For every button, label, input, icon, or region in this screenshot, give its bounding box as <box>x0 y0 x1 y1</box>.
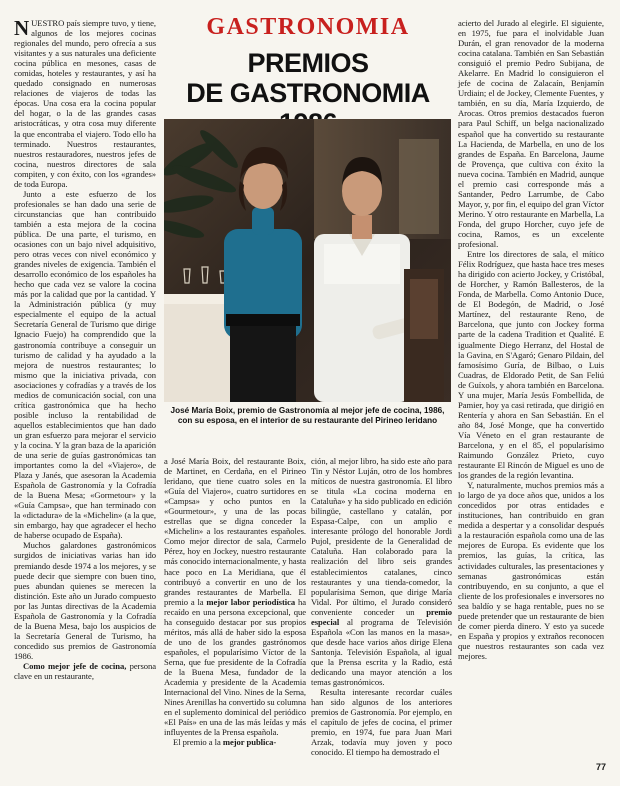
article-column-4 <box>458 18 604 661</box>
page-number: 77 <box>595 762 606 772</box>
paragraph <box>14 18 156 189</box>
paragraph <box>14 661 156 681</box>
paragraph-text: ción, al mejor libro, ha sido este año para Tin y Néstor Luján, otro de los hombres míticos de nuestra gastronomía. El libro se titula «La cocina moderna en Cataluña» y ha sido publicado en edición bilingüe, castellano y catalán, por Espasa-Calpe, con un amplio e interesante prólogo del honorable Jordi Pujol, presidente de la Generalidad de Cataluña. Han colaborado para la realización del libro seis grandes establecimientos catalanes, cinco restaurantes y una tienda-comedor, la popularísima Semon, que dirige María Vidal. Por último, el Jurado consideró conveniente conceder un <box>311 456 452 617</box>
article-column-2 <box>164 456 306 747</box>
paragraph-text: al programa de Televisión Española «Con las manos en la masa», que desde hace varios años dirige Elena Santonja. Televisión Española, al igual que la Prensa escrita y la Radio, está dedicando una mayor atención a los temas gastronómicos. <box>311 616 452 688</box>
bold-lead: mejor publica- <box>222 737 277 748</box>
article-column-1 <box>14 18 156 681</box>
headline-line-1: PREMIOS <box>247 48 369 78</box>
paragraph-text: UESTRO país siempre tuvo, y tiene, algunos de los mejores cocinas regionales del mundo, pero ofrecía a sus visitantes y a sus naturales una deficiente cocina pública en mesones, casas de comidas, hoteles y restaurantes, y así ha quedado consignado en numerosas relaciones de viajeros de todas las épocas. Una cosa era la cocina popular del hogar, o la de las grandes casas aristocráticas, y otra cosa muy diferente la que encontraba el viajero. Todo ello ha terminado. Nuestros restaurantes, nuestros restauradores, nuestros jefes de cocina, nuestros directores de sala compiten, y con éxito, con los «grandes» de toda Europa. <box>14 18 156 189</box>
paragraph: Resulta interesante recordar cuáles han sido algunos de los anteriores premios de Gastronomía. Por ejemplo, en el capítulo de jefes de cocina, el primer premio, en 1974, fue para Juan Mari Arzak, todavía muy joven y poco conocido. El tiempo ha demostrado el <box>311 687 453 758</box>
article-column-3 <box>311 456 452 757</box>
headline-line-2: DE GASTRONOMIA <box>186 78 430 108</box>
paragraph-text: El premio a la <box>173 737 223 748</box>
paragraph: acierto del Jurado al elegirle. El siguiente, en 1975, fue para el inolvidable Juan Durán, el gran renovador de la moderna cocina catalana. También en San Sebastián consiguió el premio Pedro Subijana, de Akelarre. En Madrid lo consiguieron el jefe de cocina de Zalacaín, Benjamín Urdiain; el de Jockey, Clemente Fuentes, y también, en su día, María Izquierdo, de Arocas. Otros premios destacados fueron para Paul Schiff, un belga nacionalizado español que ha convertido su restaurante La Hacienda, de Marbella, en uno de los grandes de España. En Barcelona, Jaume de Provença, que cultiva con éxito la nueva cocina. También en Madrid, aunque el premio casi corresponde más a Santander, Pedro Larrumbe, de Cabo Mayor, y, por fin, el equipo del gran Víctor Merino. Y otro restaurante en Marbella, La Fonda, del grupo Horcher, cuyo jefe de cocina, Ramos, es un excelente profesional. <box>458 18 604 250</box>
paragraph <box>164 737 306 747</box>
bold-lead: mejor labor periodística <box>206 596 296 607</box>
photo-caption: José María Boix, premio de Gastronomía al mejor jefe de cocina, 1986, con su esposa, en el interior de su restaurante del Pirineo leridano <box>170 406 445 425</box>
paragraph-text: persona clave en un restaurante, <box>14 661 156 682</box>
paragraph: Y, naturalmente, muchos premios más a lo largo de ya doce años que, unidos a los concedidos por otras entidades e instituciones, han contribuido en gran medida a despertar y a consolidar después a la restauración española como una de las mejores de Europa. Es evidente que los premios, las guías, la crítica, las actividades culturales, las presentaciones y semanas gastronómicas están contribuyendo, en su conjunto, a que el cliente de los profesionales e inversores no sea baldío y se haga rentable, pues no se puede pretender que un restaurante de bien de comer pierda dinero. Y esto ya sucede en España y propios y extraños reconocen que nuestros restaurantes son cada vez mejores. <box>458 480 604 661</box>
paragraph <box>164 456 306 737</box>
paragraph-text: ha recaído en una persona excepcional, que ha conseguido destacar por sus propios méritos, más allá de haber sido la esposa de uno de los grandes gastrónomos españoles, el popularísimo Víctor de la Serna, que fue presidente de la Cofradía de la Buena Mesa, fundador de la Academia y presidente de la Academia Internacional del Vino. Nines de la Serna, Nines Arenillas ha convertido su columna en el suplemento dominical del periódico «El País» en una de las más leídas y más influyentes de la Prensa española. <box>164 596 306 738</box>
article-photo <box>164 119 451 402</box>
bold-lead: premio especial <box>311 606 452 627</box>
section-title: GASTRONOMIA <box>206 14 410 40</box>
paragraph: Entre los directores de sala, el mítico Félix Rodríguez, que hasta hace tres meses ha dirigido con acierto Jockey, y Cristóbal, de Horcher, y Ramón Ballesteros, de la Fonda, de Marbella. Como Antonio Duce, de El Bodegón, de Madrid, o José Martínez, del restaurante Reno, de Barcelona, que junto con Jockey forma parte de la cadena Tradition et Qualité. E igualmente Diego Herranz, del Hostal de la Gavina, en S'Agaró; Genaro Pildain, del famosísimo Guría, de Bilbao, o Luis Cuadras, de Eldorado Petit, de San Feliú de Guíxols, y ahora también en Barcelona. Y una mujer, María Jesús Fombellida, de Pamier, hoy ya casi retirada, que dirigió en Rentería y ahora en San Sebastián. En el año 84, José Monge, que ha convertido Vía Véneto en el gran restaurante de Barcelona, y en el 85, el popularísimo Raimundo González Prieto, cuyo restaurante El Rincón de Miguel es uno de los grandes de la región levantina. <box>458 249 604 481</box>
paragraph: Muchos galardones gastronómicos surgidos de iniciativas varias han ido premiando desde 1974 a los mejores, y se puede decir que siempre con buen tino, pues abundan quienes se merecen la distinción. Este año un Jurado compuesto por las Juntas directivas de la Academia Española de Gastronomía y la Cofradía de la Buena Mesa, bajo los auspicios de la Secretaría General de Turismo, ha concedido sus premios de Gastronomía 1986. <box>14 540 156 661</box>
photo-illustration <box>164 119 451 402</box>
bold-lead: Como mejor jefe de cocina, <box>23 661 127 671</box>
paragraph: Junto a este esfuerzo de los profesionales se han dado una serie de circunstancias que han contribuido también a esta mejora de la cocina pública. De una parte, el turismo, en ocasiones con un bajo nivel adquisitivo, pero otras veces con nivel económico y grandes niveles de exigencia. También el desarrollo económico de los españoles ha hecho que cada vez se valore la cocina más por la calidad que por la cantidad. Y la Administración pública (y muy especialmente el equipo de la actual Secretaría General de Turismo que dirige Ignacio Fuejo) ha comprendido que la gastronomía contribuye a conseguir un turismo de calidad y ha ayudado a la mejora de nuestros restaurantes; lo mismo que la iniciativa privada, con asociaciones y cofradías y a través de los medios de comunicación social, con una crítica gastronómica que ha hecho posible incluso la rentabilidad de aquellos establecimientos que han dado un gran esfuerzo para mejorar el servicio y la cocina. Y la gran baza de la aparición de una serie de guías gastronómicas tan importantes como la del «Viajero», de Plaza y Janés, que asesoran la Academia Española de Gastronomía y la Cofradía de la Buena Mesa; «Gormetour» y la «Guía Campsa», que han terminado con la «dictadura» de la «Michelin» (a la que, sin embargo, hay que agradecer el hecho de haberse ocupado de España). <box>14 188 156 541</box>
drop-cap: N <box>14 16 30 40</box>
paragraph <box>311 456 452 687</box>
paragraph-text: a José María Boix, del restaurante Boix, de Martinet, en Cerdaña, en el Pirineo leridano, que tiene cuatro soles en la «Guía del Viajero», cuatro surtidores en «Campsa» y ocho puntos en la «Gourmetour», y una de las pocas estrellas que se digna conceder la «Michelin» a los restaurantes españoles. Como mejor director de sala, Carmelo Pérez, hoy en Jockey, nuestro restaurante más conocido internacionalmente, y hasta hace poco en La Meridiana, que él contribuyó a convertir en uno de los grandes restaurantes de Marbella. El premio a la <box>164 456 306 607</box>
